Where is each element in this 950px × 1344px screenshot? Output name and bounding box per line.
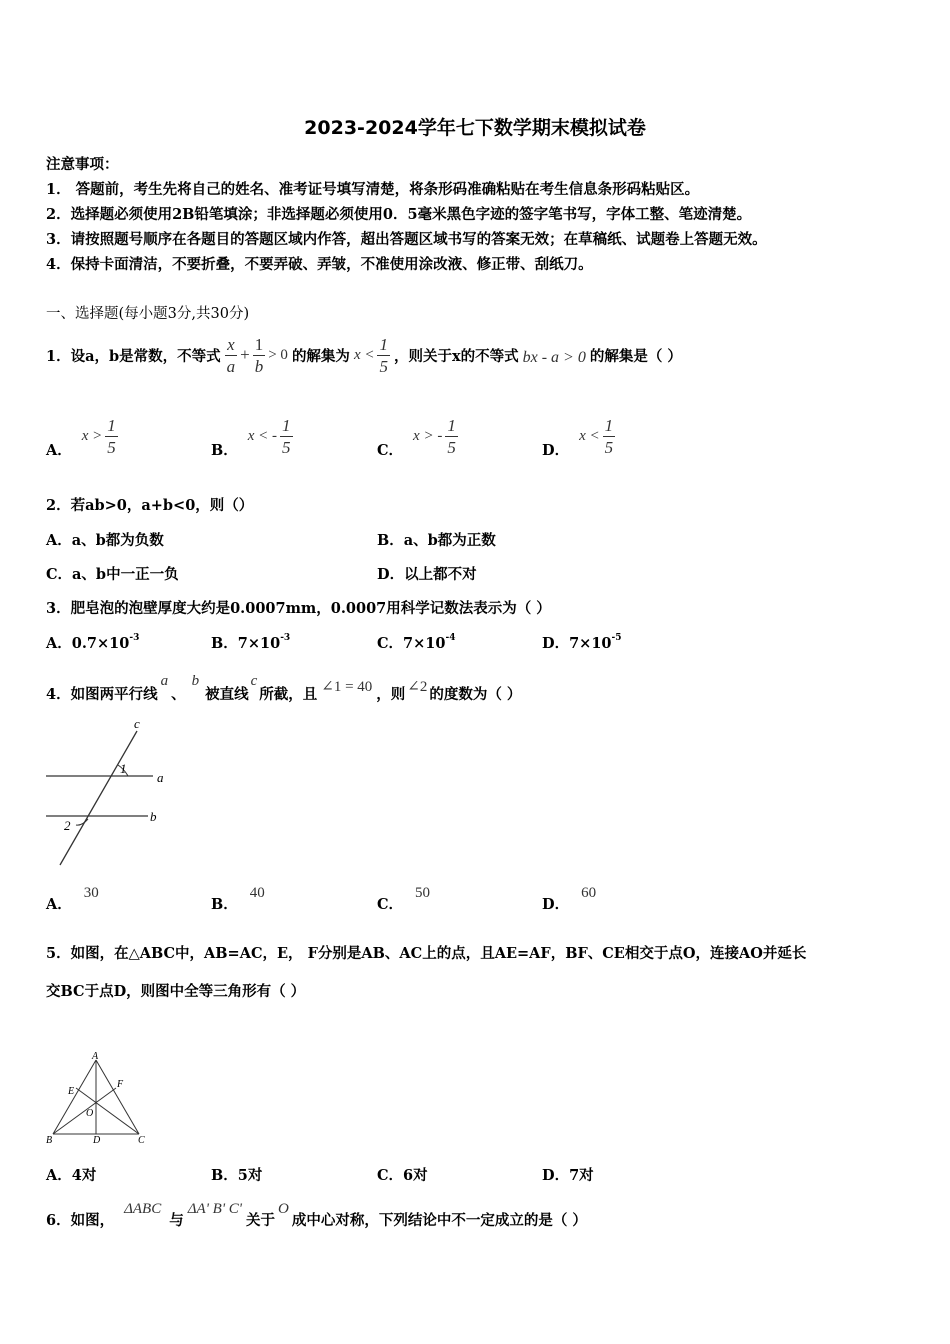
question-5-line-1: 5．如图，在△ABC中，AB=AC，E， F分别是AB、AC上的点，且AE=AF，BF、CE相交于点O，连接AO并延长 xyxy=(46,945,807,962)
notice-item-1: 1． 答题前，考生先将自己的姓名、准考证号填写清楚，将条形码准确粘贴在考生信息条形码粘贴区。 xyxy=(46,181,700,198)
q1-option-a[interactable]: A． x > $\frac{1}{5}$ xyxy=(46,416,116,459)
q2-option-b[interactable]: B．a、b都为正数 xyxy=(377,532,496,549)
side-ab xyxy=(53,1060,96,1134)
label-F: F xyxy=(117,1079,124,1090)
page-title: 2023-2024学年七下数学期末模拟试卷 xyxy=(304,117,646,139)
label-O: O xyxy=(86,1108,94,1119)
q1-frac-x-a: $\frac{x}{a}$ xyxy=(226,334,236,376)
q4-var-a: a xyxy=(160,673,169,689)
side-ac xyxy=(96,1060,139,1134)
q4-var-c: c xyxy=(250,673,258,689)
q1-text-1: 1．设a，b是常数，不等式 xyxy=(46,347,221,365)
notice-item-4: 4．保持卡面清洁，不要折叠，不要弄破、弄皱，不准使用涂改液、修正带、刮纸刀。 xyxy=(46,256,593,273)
q1-text-3: ，则关于x的不等式 xyxy=(393,347,519,365)
segment-bf xyxy=(53,1088,116,1134)
q4-angle1: ∠1 = 40 xyxy=(321,679,373,695)
q3-option-d[interactable]: D．$7\times 10^{-5}$ xyxy=(542,633,622,652)
q5-option-c[interactable]: C．6对 xyxy=(377,1167,428,1184)
q1-frac-1-b: $\frac{1}{b}$ xyxy=(254,334,264,376)
label-a: a xyxy=(157,770,164,785)
section-heading: 一、选择题(每小题3分,共30分) xyxy=(46,306,250,322)
q4-angle2: ∠2 xyxy=(407,679,428,695)
question-1 xyxy=(46,330,682,380)
q6-center-o: O xyxy=(278,1201,289,1217)
q4-option-d[interactable]: D． 60 xyxy=(542,885,597,913)
q4-option-a[interactable]: A． 30 xyxy=(46,885,99,913)
question-6: 6．如图， ΔABC 与 ΔA' B' C' 关于 O 成中心对称，下列结论中不一定成立的是（ ） xyxy=(46,1201,587,1229)
q1-option-d[interactable]: D． x < $\frac{1}{5}$ xyxy=(542,416,614,459)
label-A: A xyxy=(92,1051,99,1062)
q1-bx-inequality: bx - a > 0 xyxy=(522,349,586,366)
q1-solution: x < $\frac{1}{5}$ xyxy=(353,334,388,376)
question-3: 3．肥皂泡的泡壁厚度大约是0.0007mm，0.0007用科学记数法表示为（ ） xyxy=(46,600,551,617)
notice-item-2: 2．选择题必须使用2B铅笔填涂；非选择题必须使用0．5毫米黑色字迹的签字笔书写，字体工整、笔迹清楚。 xyxy=(46,206,752,223)
q5-option-a[interactable]: A．4对 xyxy=(46,1167,97,1184)
q1-option-c[interactable]: C． x > - $\frac{1}{5}$ xyxy=(377,416,456,459)
q4-parallel-lines-figure xyxy=(40,715,180,870)
label-2: 2 xyxy=(64,818,71,833)
label-b: b xyxy=(150,809,157,824)
q1-text-2: 的解集为 xyxy=(291,347,350,365)
q2-option-c[interactable]: C．a、b中一正一负 xyxy=(46,566,179,583)
q4-var-b: b xyxy=(191,673,200,689)
q4-option-c[interactable]: C． 50 xyxy=(377,885,431,913)
label-c: c xyxy=(134,716,140,731)
label-1: 1 xyxy=(120,761,127,776)
question-4: 4．如图两平行线 a 、 b 被直线 c 所截，且 ∠1 = 40 ，则 ∠2 的度数为（ ） xyxy=(46,673,522,703)
q1-text-4: 的解集是（ ） xyxy=(589,347,682,365)
q5-triangle-figure xyxy=(42,1050,157,1145)
label-E: E xyxy=(68,1086,75,1097)
q4-option-b[interactable]: B． 40 xyxy=(211,885,265,913)
label-B: B xyxy=(46,1135,53,1145)
q3-option-c[interactable]: C．$7\times 10^{-4}$ xyxy=(377,633,456,652)
q6-triangle-abc-prime: ΔA' B' C' xyxy=(187,1201,242,1217)
label-D: D xyxy=(93,1135,101,1145)
q3-option-b[interactable]: B．$7\times 10^{-3}$ xyxy=(211,633,291,652)
line-c xyxy=(60,731,137,865)
label-C: C xyxy=(138,1135,145,1145)
notice-heading: 注意事项： xyxy=(46,156,119,173)
q2-option-a[interactable]: A．a、b都为负数 xyxy=(46,532,164,549)
question-2: 2．若ab>0，a+b<0，则（） xyxy=(46,497,254,514)
notice-item-3: 3．请按照题号顺序在各题目的答题区域内作答，超出答题区域书写的答案无效；在草稿纸、试题卷上答题无效。 xyxy=(46,231,767,248)
q5-option-d[interactable]: D．7对 xyxy=(542,1167,594,1184)
q2-option-d[interactable]: D．以上都不对 xyxy=(377,566,477,583)
q5-option-b[interactable]: B．5对 xyxy=(211,1167,263,1184)
q1-option-b[interactable]: B． x < - $\frac{1}{5}$ xyxy=(211,416,291,459)
question-5-line-2: 交BC于点D，则图中全等三角形有（ ） xyxy=(46,983,306,1000)
q3-option-a[interactable]: A．$0.7\times 10^{-3}$ xyxy=(46,633,140,652)
q1-inequality: $\frac{x}{a}$ + $\frac{1}{b}$ > 0 xyxy=(226,334,288,376)
q6-triangle-abc: ΔABC xyxy=(124,1201,162,1217)
